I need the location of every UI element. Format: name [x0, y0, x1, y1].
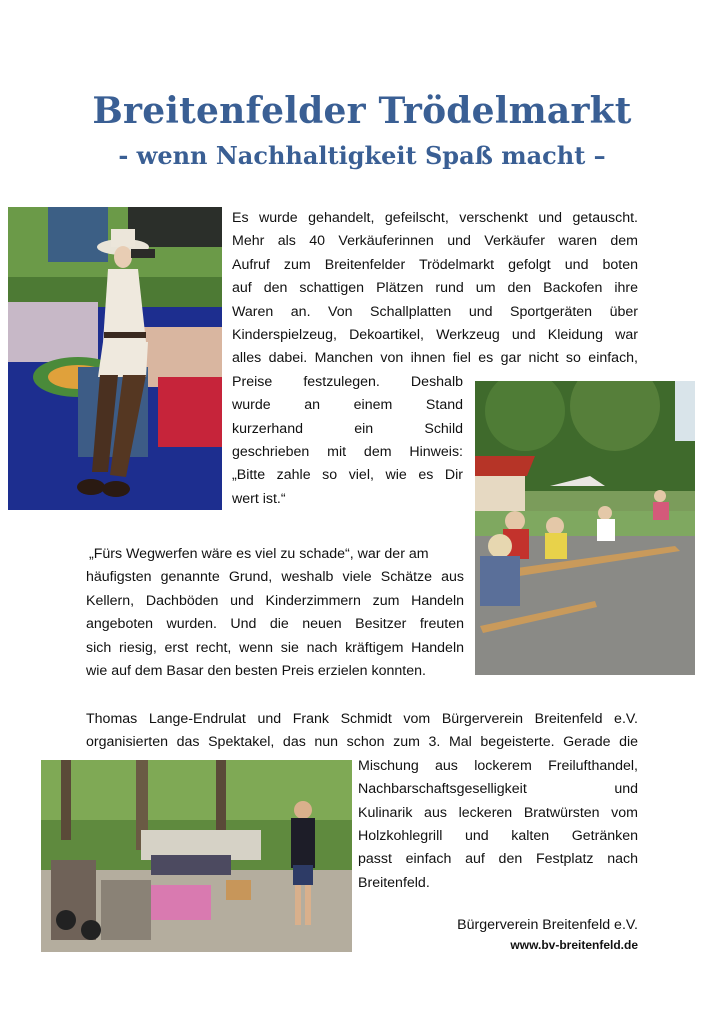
text-line: auf den schattigen Plätzen rund um den Backofen ihre	[232, 280, 638, 297]
text-line: wurde an einem Stand	[232, 397, 463, 414]
text-line: Breitenfeld.	[358, 874, 430, 891]
text-line: Mehr als 40 Verkäuferinnen und Verkäufer waren dem	[232, 233, 638, 250]
signature-org: Bürgerverein Breitenfeld e.V.	[457, 917, 638, 933]
text-line: „Fürs Wegwerfen wäre es viel zu schade“, war der am	[89, 546, 429, 562]
text-line: Thomas Lange-Endrulat und Frank Schmidt vom Bürgerverein Breitenfeld e.V.	[86, 711, 638, 727]
text-line: Holzkohlegrill und kalten Getränken	[358, 828, 638, 845]
text-line: wert ist.“	[232, 490, 286, 507]
organizers-paragraph	[86, 708, 638, 895]
text-line: Preise festzulegen. Deshalb	[232, 373, 463, 390]
text-line: Kinderspielzeug, Dekoartikel, Werkzeug und Kleidung war	[232, 327, 638, 344]
text-line: wie auf dem Basar den besten Preis erzielen konnten.	[86, 663, 426, 680]
text-line: Waren an. Von Schallplatten und Sportgeräten über	[232, 303, 638, 320]
text-line: Kulinarik aus leckeren Bratwürsten vom	[358, 804, 638, 821]
text-line: alles dabei. Manchen von ihnen fiel es gar nicht so einfach,	[232, 350, 638, 367]
text-line: geschrieben mit dem Hinweis:	[232, 444, 463, 461]
text-line: organisierten das Spektakel, das nun schon zum 3. Mal begeisterte. Gerade die	[86, 734, 638, 751]
figurine-photo	[8, 207, 222, 510]
text-line: Es wurde gehandelt, gefeilscht, verschenkt und getauscht.	[232, 210, 638, 226]
page-subtitle: - wenn Nachhaltigkeit Spaß macht –	[118, 141, 606, 170]
text-line: kurzerhand ein Schild	[232, 420, 463, 437]
page-title: Breitenfelder Trödelmarkt	[92, 90, 632, 132]
intro-paragraph	[232, 207, 638, 511]
signature-url[interactable]: www.bv-breitenfeld.de	[510, 938, 638, 952]
text-line: „Bitte zahle so viel, wie es Dir	[232, 467, 463, 484]
text-line: passt einfach auf den Festplatz nach	[358, 851, 638, 868]
text-line: Kellern, Dachböden und Kinderzimmern zum Handeln	[86, 592, 464, 609]
text-line: angeboten wurden. Und die neuen Besitzer freuten	[86, 616, 464, 633]
text-line: sich riesig, erst recht, wenn sie nach kräftigem Handeln	[86, 639, 464, 656]
text-line: häufigsten genannte Grund, weshalb viele Schätze aus	[86, 569, 464, 586]
text-line: Nachbarschaftsgeselligkeit und	[358, 781, 638, 798]
text-line: Mischung aus lockerem Freilufthandel,	[358, 757, 638, 774]
reason-paragraph	[86, 543, 467, 683]
text-line: Aufruf zum Breitenfelder Trödelmarkt gefolgt und boten	[232, 256, 638, 273]
